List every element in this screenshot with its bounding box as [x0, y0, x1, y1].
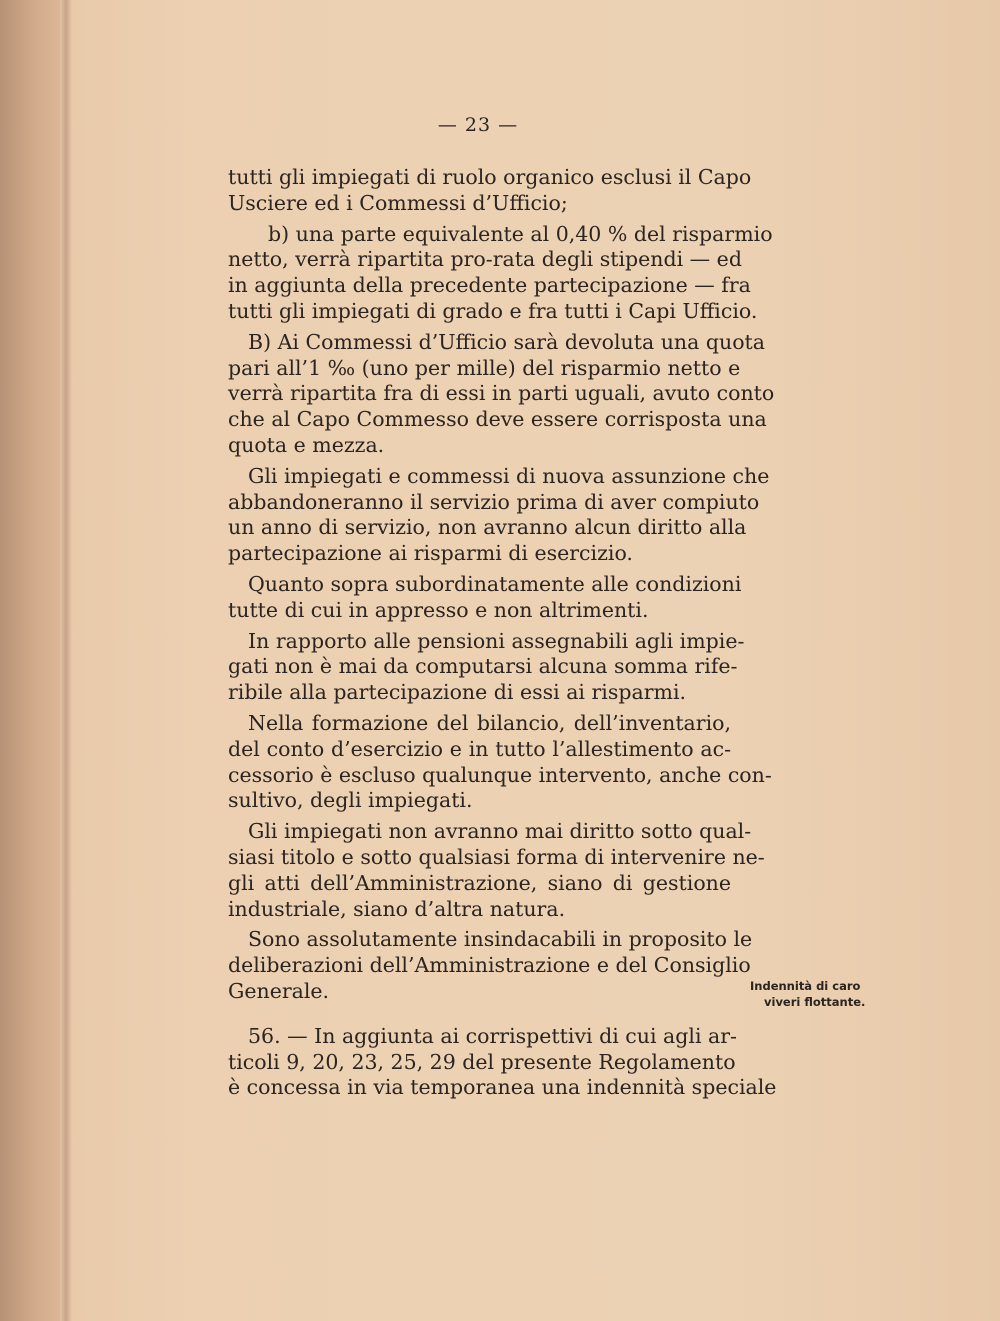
text-line: Quanto sopra subordinatamente alle condizioni — [248, 571, 742, 596]
text-line: Sono assolutamente insindacabili in proposito le — [248, 927, 753, 952]
paragraph — [228, 710, 772, 814]
text-line: ribile alla partecipazione di essi ai risparmi. — [228, 680, 687, 705]
text-line: che al Capo Commesso deve essere corrisposta una — [228, 407, 767, 432]
previous-page-edge — [0, 0, 60, 1321]
paragraph — [228, 329, 775, 459]
section-gap — [228, 1010, 731, 1024]
margin-note-line: viveri flottante. — [764, 995, 866, 1009]
text-line: in aggiunta della precedente partecipazione — fra — [228, 273, 751, 298]
text-line: b) una parte equivalente al 0,40 % del risparmio — [268, 221, 773, 246]
paragraph — [228, 1023, 777, 1101]
text-line: Gli impiegati non avranno mai diritto sotto qual- — [248, 819, 752, 844]
text-line: cessorio è escluso qualunque intervento, anche con- — [228, 762, 772, 787]
text-line: Generale. — [228, 978, 330, 1003]
text-line: industriale, siano d’altra natura. — [228, 896, 566, 921]
text-line: gati non è mai da computarsi alcuna somma rife- — [228, 654, 738, 679]
paragraph — [228, 819, 765, 922]
text-line: gli atti dell’Amministrazione, siano di gestione — [228, 870, 731, 895]
text-line: B) Ai Commessi d’Ufficio sarà devoluta una quota — [248, 329, 766, 354]
text-line: è concessa in via temporanea una indennità speciale — [228, 1075, 777, 1100]
text-line: verrà ripartita fra di essi in parti uguali, avuto conto — [228, 381, 775, 406]
text-line: Gli impiegati e commessi di nuova assunzione che — [248, 463, 770, 488]
text-line: siasi titolo e sotto qualsiasi forma di intervenire ne- — [228, 844, 765, 869]
paragraph — [228, 571, 742, 624]
text-line: netto, verrà ripartita pro-rata degli stipendi — ed — [228, 247, 742, 272]
margin-note — [750, 978, 880, 1010]
text-line: sultivo, degli impiegati. — [228, 788, 473, 813]
margin-note-line: Indennità di caro — [750, 979, 861, 993]
paragraph — [228, 165, 752, 217]
text-line: del conto d’esercizio e in tutto l’allestimento ac- — [228, 736, 731, 761]
binding-gutter — [60, 0, 72, 1321]
text-line: tutti gli impiegati di grado e fra tutti i Capi Ufficio. — [228, 298, 758, 323]
text-line: 56. — In aggiunta ai corrispettivi di cui agli ar- — [248, 1023, 737, 1048]
body-text — [228, 165, 777, 1106]
text-line: In rapporto alle pensioni assegnabili agli impie- — [248, 628, 745, 653]
text-line: tutte di cui in appresso e non altrimenti. — [228, 597, 649, 622]
paragraph — [228, 927, 753, 1004]
text-line: partecipazione ai risparmi di esercizio. — [228, 541, 633, 566]
text-line: Usciere ed i Commessi d’Ufficio; — [228, 190, 568, 215]
text-line: quota e mezza. — [228, 432, 385, 457]
text-line: un anno di servizio, non avranno alcun diritto alla — [228, 515, 747, 540]
paragraph — [228, 463, 770, 567]
text-line: ticoli 9, 20, 23, 25, 29 del presente Regolamento — [228, 1049, 736, 1074]
text-line: abbandoneranno il servizio prima di aver compiuto — [228, 489, 760, 514]
paragraph — [228, 221, 773, 325]
text-line: deliberazioni dell’Amministrazione e del Consiglio — [228, 953, 751, 978]
text-line: pari all’1 ‰ (uno per mille) del risparmio netto e — [228, 355, 741, 380]
page-number: — 23 — — [437, 114, 519, 136]
text-line: Nella formazione del bilancio, dell’inventario, — [248, 710, 731, 735]
paragraph — [228, 628, 745, 706]
text-line: tutti gli impiegati di ruolo organico esclusi il Capo — [228, 165, 752, 189]
